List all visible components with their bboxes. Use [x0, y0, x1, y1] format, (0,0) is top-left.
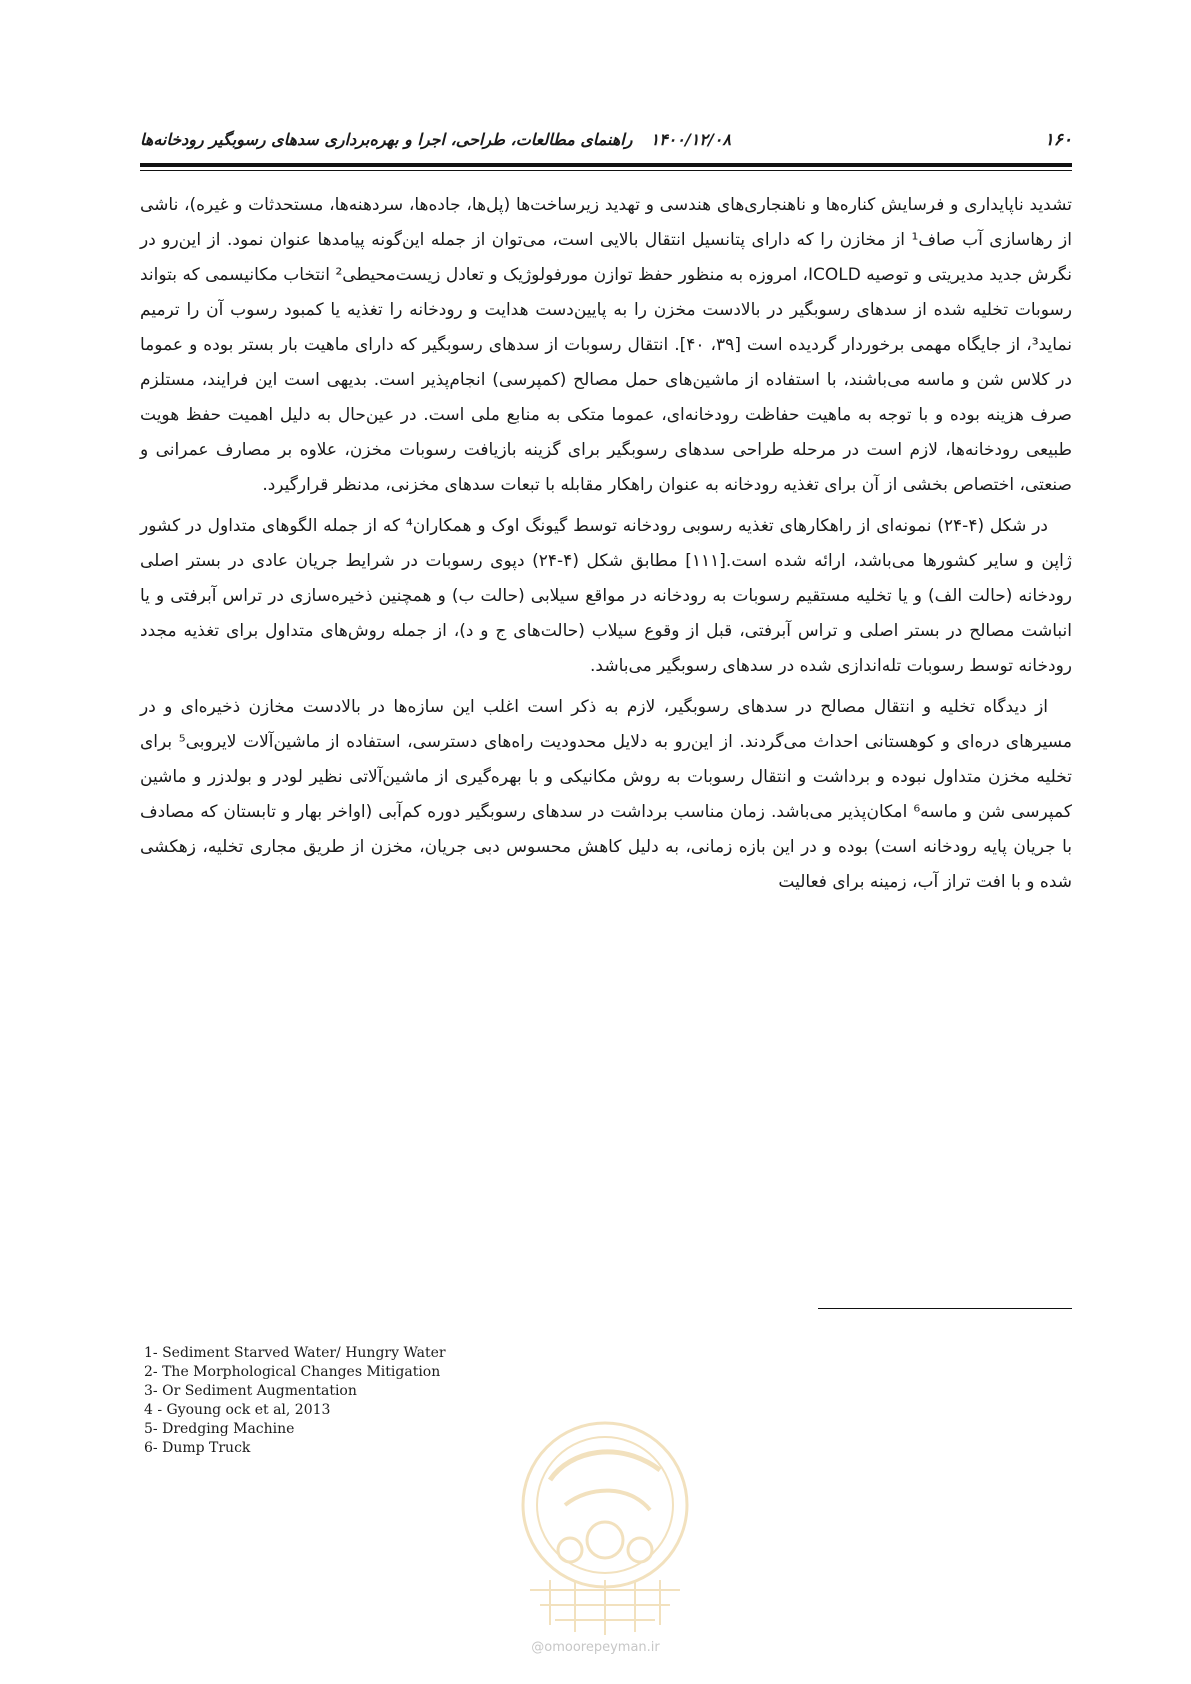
footnote-2: 2- The Morphological Changes Mitigation: [144, 1364, 441, 1380]
header-rule-thick: [140, 163, 1072, 167]
running-header: [140, 128, 1072, 154]
paragraph-1: تشدید ناپایداری و فرسایش کناره‌ها و ناهنجاری‌های هندسی و تهدید زیرساخت‌ها (پل‌ها، جاده‌ها، سردهنه‌ها، مستحدثات و غیره)، ناشی از رهاسازی آب صاف¹ از مخازن را که دارای پتانسیل انتقال بالایی است، می‌توان از جمله این‌گونه پیامدها عنوان نمود. از این‌رو در نگرش جدید مدیریتی و توصیه ICOLD، امروزه به منظور حفظ توازن مورفولوژیک و تعادل زیست‌محیطی² انتخاب مکانیسمی که بتواند رسوبات تخلیه شده از سدهای رسوبگیر در بالادست مخزن را به پایین‌دست هدایت و رودخانه را تغذیه یا کمبود رسوب آن را ترمیم نماید³، از جایگاه مهمی برخوردار گردیده است [۳۹، ۴۰]. انتقال رسوبات از سدهای رسوبگیر که دارای ماهیت بار بستر بوده و عموما در کلاس شن و ماسه می‌باشند، با استفاده از ماشین‌های حمل مصالح (کمپرسی) انجام‌پذیر است. بدیهی است این فرایند، مستلزم صرف هزینه بوده و با توجه به ماهیت حفاظت رودخانه‌ای، عموما متکی به منابع ملی است. در عین‌حال به دلیل اهمیت حفظ هویت طبیعی رودخانه‌ها، لازم است در مرحله طراحی سدهای رسوبگیر برای گزینه بازیافت رسوبات مخزن، علاوه بر مصارف عمرانی و صنعتی، اختصاص بخشی از آن برای تغذیه رودخانه به عنوان راهکار مقابله با تبعات سدهای مخزنی، مدنظر قرارگیرد.: [140, 195, 1073, 495]
body-text: [140, 188, 1072, 906]
watermark-site: @omoorepeyman.ir: [531, 1640, 660, 1655]
running-title: [140, 130, 731, 149]
header-date: ۱۴۰۰/۱۲/۰۸: [650, 130, 731, 149]
footnote-4: 4 - Gyoung ock et al, 2013: [144, 1402, 331, 1418]
header-title: راهنمای مطالعات، طراحی، اجرا و بهره‌برداری سدهای رسوبگیر رودخانه‌ها: [140, 130, 633, 149]
footnote-5: 5- Dredging Machine: [144, 1421, 295, 1437]
header-rule-thin: [140, 170, 1072, 171]
page-number: ۱۶۰: [1044, 130, 1072, 150]
footnote-1: 1- Sediment Starved Water/ Hungry Water: [144, 1345, 446, 1361]
paragraph-2: در شکل (۴-۲۴) نمونه‌ای از راهکارهای تغذیه رسوبی رودخانه توسط گیونگ اوک و همکاران⁴ که از جمله الگوهای متداول در کشور ژاپن و سایر کشورها می‌باشد، ارائه شده است.[۱۱۱] مطابق شکل (۴-۲۴) دپوی رسوبات در شرایط جریان عادی در بستر اصلی رودخانه (حالت الف) و یا تخلیه مستقیم رسوبات به رودخانه در مواقع سیلابی (حالت ب) و همچنین ذخیره‌سازی در تراس آبرفتی و یا انباشت مصالح در بستر اصلی و تراس آبرفتی، قبل از وقوع سیلاب (حالت‌های ج و د)، از جمله روش‌های متداول برای تغذیه مجدد رودخانه توسط رسوبات تله‌اندازی شده در سدهای رسوبگیر می‌باشد.: [140, 516, 1073, 676]
footnote-separator: [818, 1308, 1072, 1309]
footnote-6: 6- Dump Truck: [144, 1440, 251, 1456]
paragraph-3: از دیدگاه تخلیه و انتقال مصالح در سدهای رسوبگیر، لازم به ذکر است اغلب این سازه‌ها در بالادست مخازن ذخیره‌ای و در مسیرهای دره‌ای و کوهستانی احداث می‌گردند. از این‌رو به دلایل محدودیت راه‌های دسترسی، استفاده از ماشین‌آلات لایروبی⁵ برای تخلیه مخزن متداول نبوده و برداشت و انتقال رسوبات به روش مکانیکی و با بهره‌گیری از ماشین‌آلاتی نظیر لودر و بولدزر و ماشین کمپرسی شن و ماسه⁶ امکان‌پذیر می‌باشد. زمان مناسب برداشت در سدهای رسوبگیر دوره کم‌آبی (اواخر بهار و تابستان که مصادف با جریان پایه رودخانه است) بوده و در این بازه زمانی، به دلیل کاهش محسوس دبی جریان، مخزن از طریق مجاری تخلیه، زهکشی شده و با افت تراز آب، زمینه برای فعالیت: [140, 697, 1072, 892]
footnote-3: 3- Or Sediment Augmentation: [144, 1383, 357, 1399]
omoorepeyman-seal-icon: [510, 1410, 700, 1640]
